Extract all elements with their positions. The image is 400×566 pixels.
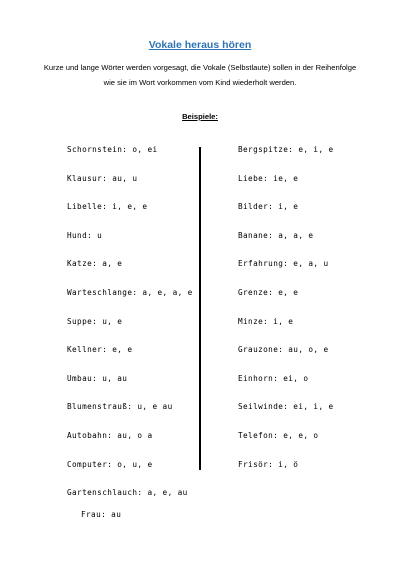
example-item-last: Frau: au bbox=[81, 510, 122, 519]
intro-text: Kurze und lange Wörter werden vorgesagt, die Vokale (Selbstlaute) sollen in der Reihenfolge wie sie im Wort vorkommen vom Kind wiederholt werden. bbox=[43, 63, 357, 87]
right-column bbox=[238, 145, 334, 488]
left-column bbox=[67, 145, 193, 517]
example-item: Umbau: u, au bbox=[67, 373, 128, 383]
example-item: Erfahrung: e, a, u bbox=[238, 259, 329, 269]
example-item: Klausur: au, u bbox=[67, 173, 138, 183]
example-item: Katze: a, e bbox=[67, 259, 123, 269]
page-title: Vokale heraus hören bbox=[148, 39, 252, 51]
example-item: Warteschlange: a, e, a, e bbox=[67, 287, 193, 297]
column-divider bbox=[199, 147, 201, 470]
example-item: Grenze: e, e bbox=[238, 287, 299, 297]
examples-heading: Beispiele: bbox=[182, 112, 218, 121]
example-item: Schornstein: o, ei bbox=[67, 145, 158, 154]
example-item: Grauzone: au, o, e bbox=[238, 345, 329, 355]
example-item: Suppe: u, e bbox=[67, 316, 123, 326]
example-item: Telefon: e, e, o bbox=[238, 430, 319, 440]
example-item: Computer: o, u, e bbox=[67, 459, 153, 469]
example-item: Autobahn: au, o a bbox=[67, 430, 153, 440]
example-item: Bilder: i, e bbox=[238, 202, 299, 212]
example-item: Seilwinde: ei, i, e bbox=[238, 402, 334, 412]
example-item: Blumenstrauß: u, e au bbox=[67, 402, 173, 412]
example-item: Libelle: i, e, e bbox=[67, 202, 148, 212]
example-item: Minze: i, e bbox=[238, 316, 294, 326]
example-item: Einhorn: ei, o bbox=[238, 373, 309, 383]
example-item: Kellner: e, e bbox=[67, 345, 133, 355]
example-item: Hund: u bbox=[67, 230, 103, 240]
example-item: Gartenschlauch: a, e, au bbox=[67, 488, 188, 498]
example-item: Frisör: i, ö bbox=[238, 459, 299, 469]
example-item: Banane: a, a, e bbox=[238, 230, 314, 240]
example-item: Liebe: ie, e bbox=[238, 173, 299, 183]
example-item: Bergspitze: e, i, e bbox=[238, 145, 334, 154]
